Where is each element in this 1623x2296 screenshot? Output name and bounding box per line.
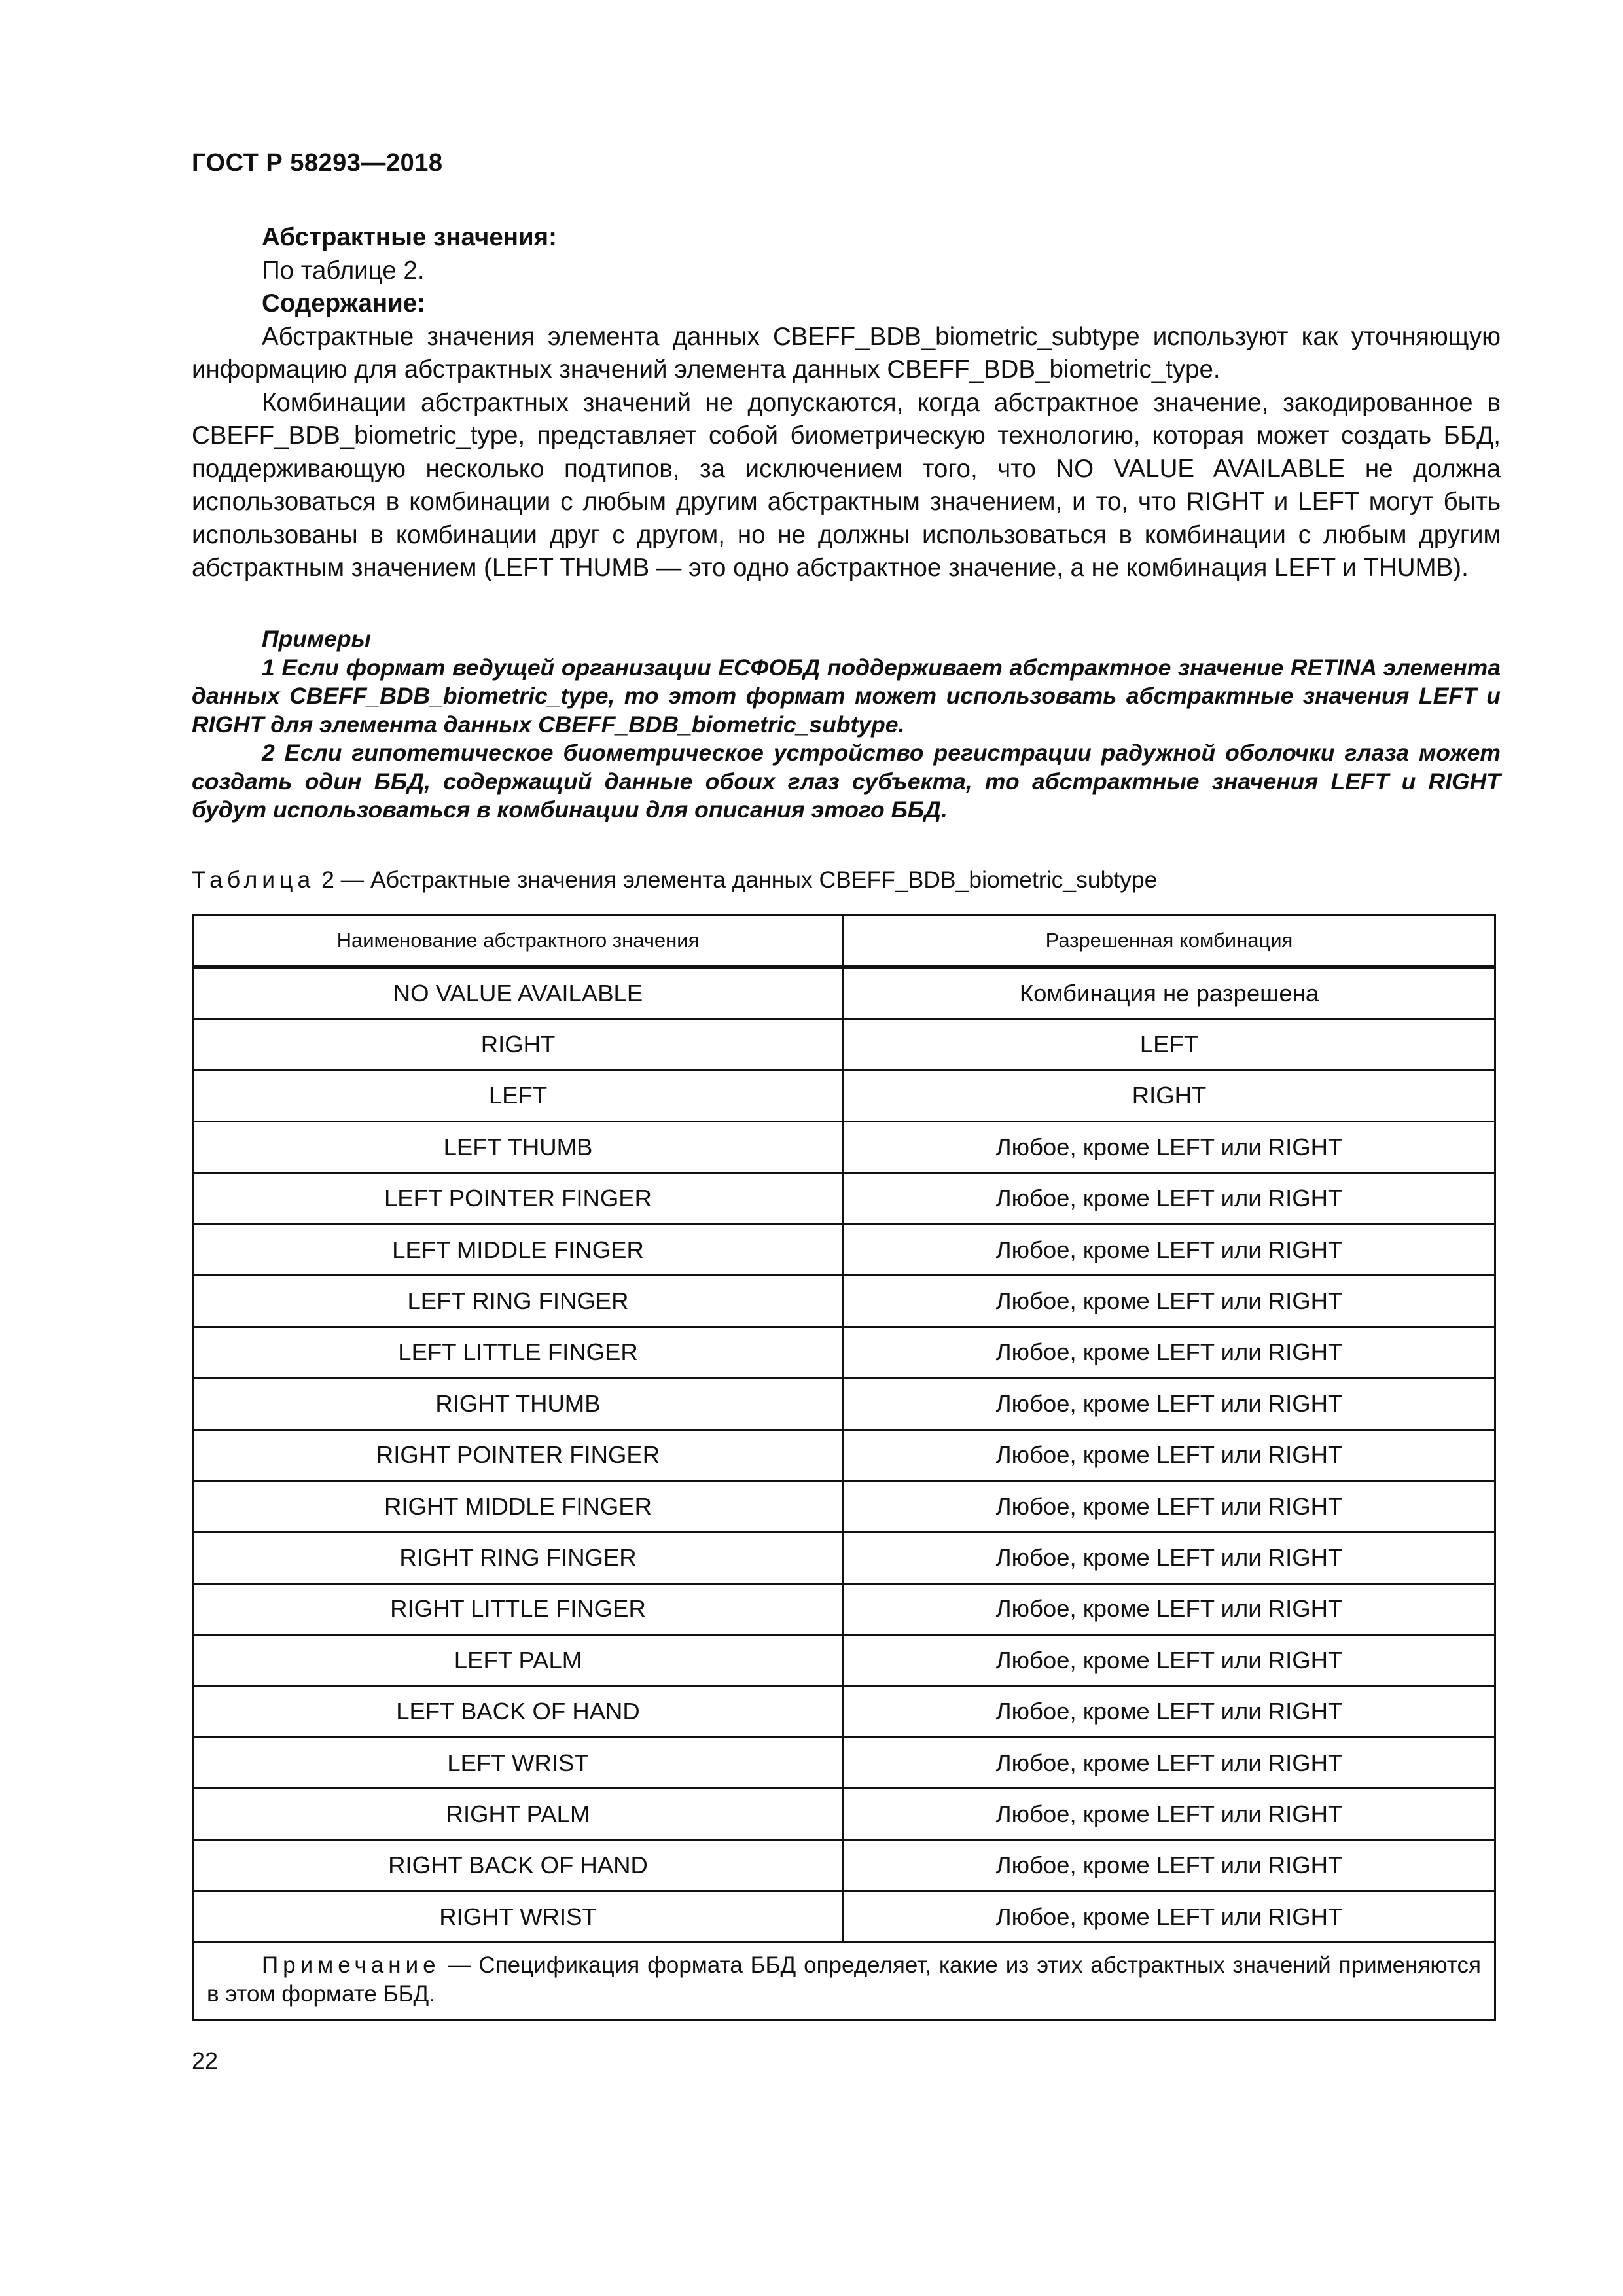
page-number: 22: [192, 2047, 219, 2074]
allowed-combination-cell: Любое, кроме LEFT или RIGHT: [844, 1583, 1495, 1634]
table-row: [193, 1224, 1495, 1275]
abstract-values-label: Абстрактные значения:: [262, 223, 557, 251]
examples-block: [192, 625, 1501, 825]
allowed-combination-cell: Любое, кроме LEFT или RIGHT: [844, 1122, 1495, 1173]
abstract-value-cell: LEFT BACK OF HAND: [193, 1686, 844, 1737]
document-header: ГОСТ Р 58293—2018: [192, 149, 443, 177]
abstract-value-cell: LEFT WRIST: [193, 1737, 844, 1788]
allowed-combination-cell: LEFT: [844, 1019, 1495, 1070]
allowed-combination-cell: Любое, кроме LEFT или RIGHT: [844, 1327, 1495, 1378]
abstract-value-cell: RIGHT WRIST: [193, 1892, 844, 1943]
allowed-combination-cell: Любое, кроме LEFT или RIGHT: [844, 1840, 1495, 1891]
table-row: [193, 1378, 1495, 1429]
abstract-value-cell: RIGHT MIDDLE FINGER: [193, 1480, 844, 1532]
table-row: [193, 1070, 1495, 1121]
allowed-combination-cell: Любое, кроме LEFT или RIGHT: [844, 1532, 1495, 1583]
abstract-value-cell: NO VALUE AVAILABLE: [193, 967, 844, 1019]
table-body: [193, 967, 1495, 1943]
abstract-value-cell: LEFT: [193, 1070, 844, 1121]
note-text: — Спецификация формата ББД определяет, какие из этих абстрактных значений применяются в этом формате ББД.: [207, 1952, 1481, 2007]
abstract-value-cell: RIGHT THUMB: [193, 1378, 844, 1429]
note-label: Примечание: [262, 1952, 440, 1979]
allowed-combination-cell: Любое, кроме LEFT или RIGHT: [844, 1686, 1495, 1737]
abstract-value-cell: LEFT THUMB: [193, 1122, 844, 1173]
abstract-value-cell: LEFT POINTER FINGER: [193, 1173, 844, 1224]
table-note-row: [193, 1943, 1495, 2020]
abstract-values-text: По таблице 2.: [262, 256, 425, 285]
allowed-combination-cell: Любое, кроме LEFT или RIGHT: [844, 1378, 1495, 1429]
content-label: Содержание:: [262, 289, 426, 317]
content-paragraph-2: Комбинации абстрактных значений не допускаются, когда абстрактное значение, закодированное в CBEFF_BDB_biometric_type, представляет собой биометрическую технологию, которая может создать ББД, поддерживающую несколько подтипов, за исключением того, что NO VALUE AVAILABLE не должна использоваться в комбинации с любым другим абстрактным значением, и то, что RIGHT и LEFT могут быть использованы в комбинации друг с другом, но не должны использоваться в комбинации с любым другим абстрактным значением (LEFT THUMB — это одно абстрактное значение, а не комбинация LEFT и THUMB).: [192, 388, 1501, 582]
example-2: 2 Если гипотетическое биометрическое устройство регистрации радужной оболочки глаза может создать один ББД, содержащий данные обоих глаз субъекта, то абстрактные значения LEFT и RIGHT будут использоваться в комбинации для описания этого ББД.: [192, 740, 1501, 823]
abstract-value-cell: RIGHT RING FINGER: [193, 1532, 844, 1583]
table-row: [193, 1019, 1495, 1070]
table-header-row: [193, 916, 1495, 967]
table-row: [193, 1737, 1495, 1788]
table-row: [193, 967, 1495, 1019]
allowed-combination-cell: Комбинация не разрешена: [844, 967, 1495, 1019]
table-row: [193, 1327, 1495, 1378]
abstract-value-cell: LEFT RING FINGER: [193, 1276, 844, 1327]
allowed-combination-cell: Любое, кроме LEFT или RIGHT: [844, 1173, 1495, 1224]
allowed-combination-cell: Любое, кроме LEFT или RIGHT: [844, 1789, 1495, 1840]
allowed-combination-cell: RIGHT: [844, 1070, 1495, 1121]
allowed-combination-cell: Любое, кроме LEFT или RIGHT: [844, 1480, 1495, 1532]
abstract-value-cell: LEFT MIDDLE FINGER: [193, 1224, 844, 1275]
allowed-combination-cell: Любое, кроме LEFT или RIGHT: [844, 1635, 1495, 1686]
abstract-value-cell: RIGHT BACK OF HAND: [193, 1840, 844, 1891]
abstract-value-cell: RIGHT POINTER FINGER: [193, 1429, 844, 1480]
table-row: [193, 1583, 1495, 1634]
allowed-combination-cell: Любое, кроме LEFT или RIGHT: [844, 1276, 1495, 1327]
table-row: [193, 1480, 1495, 1532]
table-caption-text: 2 — Абстрактные значения элемента данных CBEFF_BDB_biometric_subtype: [321, 867, 1158, 893]
allowed-combination-cell: Любое, кроме LEFT или RIGHT: [844, 1429, 1495, 1480]
table-row: [193, 1276, 1495, 1327]
column-header-name: Наименование абстрактного значения: [193, 916, 844, 967]
table-row: [193, 1532, 1495, 1583]
table-note: [193, 1943, 1495, 2020]
table-row: [193, 1173, 1495, 1224]
allowed-combination-cell: Любое, кроме LEFT или RIGHT: [844, 1737, 1495, 1788]
allowed-combination-cell: Любое, кроме LEFT или RIGHT: [844, 1892, 1495, 1943]
table-row: [193, 1122, 1495, 1173]
abstract-value-cell: RIGHT LITTLE FINGER: [193, 1583, 844, 1634]
table-row: [193, 1635, 1495, 1686]
content-paragraph-1: Абстрактные значения элемента данных CBEFF_BDB_biometric_subtype используют как уточняющую информацию для абстрактных значений элемента данных CBEFF_BDB_biometric_type.: [192, 322, 1501, 384]
section-body: [192, 221, 1501, 585]
table-caption-label: Таблица: [192, 867, 315, 893]
table-row: [193, 1686, 1495, 1737]
abstract-value-cell: LEFT LITTLE FINGER: [193, 1327, 844, 1378]
abstract-value-cell: LEFT PALM: [193, 1635, 844, 1686]
table-row: [193, 1429, 1495, 1480]
allowed-combination-cell: Любое, кроме LEFT или RIGHT: [844, 1224, 1495, 1275]
table-row: [193, 1840, 1495, 1891]
column-header-combination: Разрешенная комбинация: [844, 916, 1495, 967]
table-row: [193, 1789, 1495, 1840]
abstract-value-cell: RIGHT: [193, 1019, 844, 1070]
table-row: [193, 1892, 1495, 1943]
examples-title: Примеры: [262, 626, 371, 652]
table-caption: [192, 865, 1157, 894]
example-1: 1 Если формат ведущей организации ЕСФОБД поддерживает абстрактное значение RETINA элемента данных CBEFF_BDB_biometric_type, то этот формат может использовать абстрактные значения LEFT и RIGHT для элемента данных CBEFF_BDB_biometric_subtype.: [192, 654, 1501, 738]
abstract-value-cell: RIGHT PALM: [193, 1789, 844, 1840]
abstract-values-table: [192, 914, 1496, 2021]
